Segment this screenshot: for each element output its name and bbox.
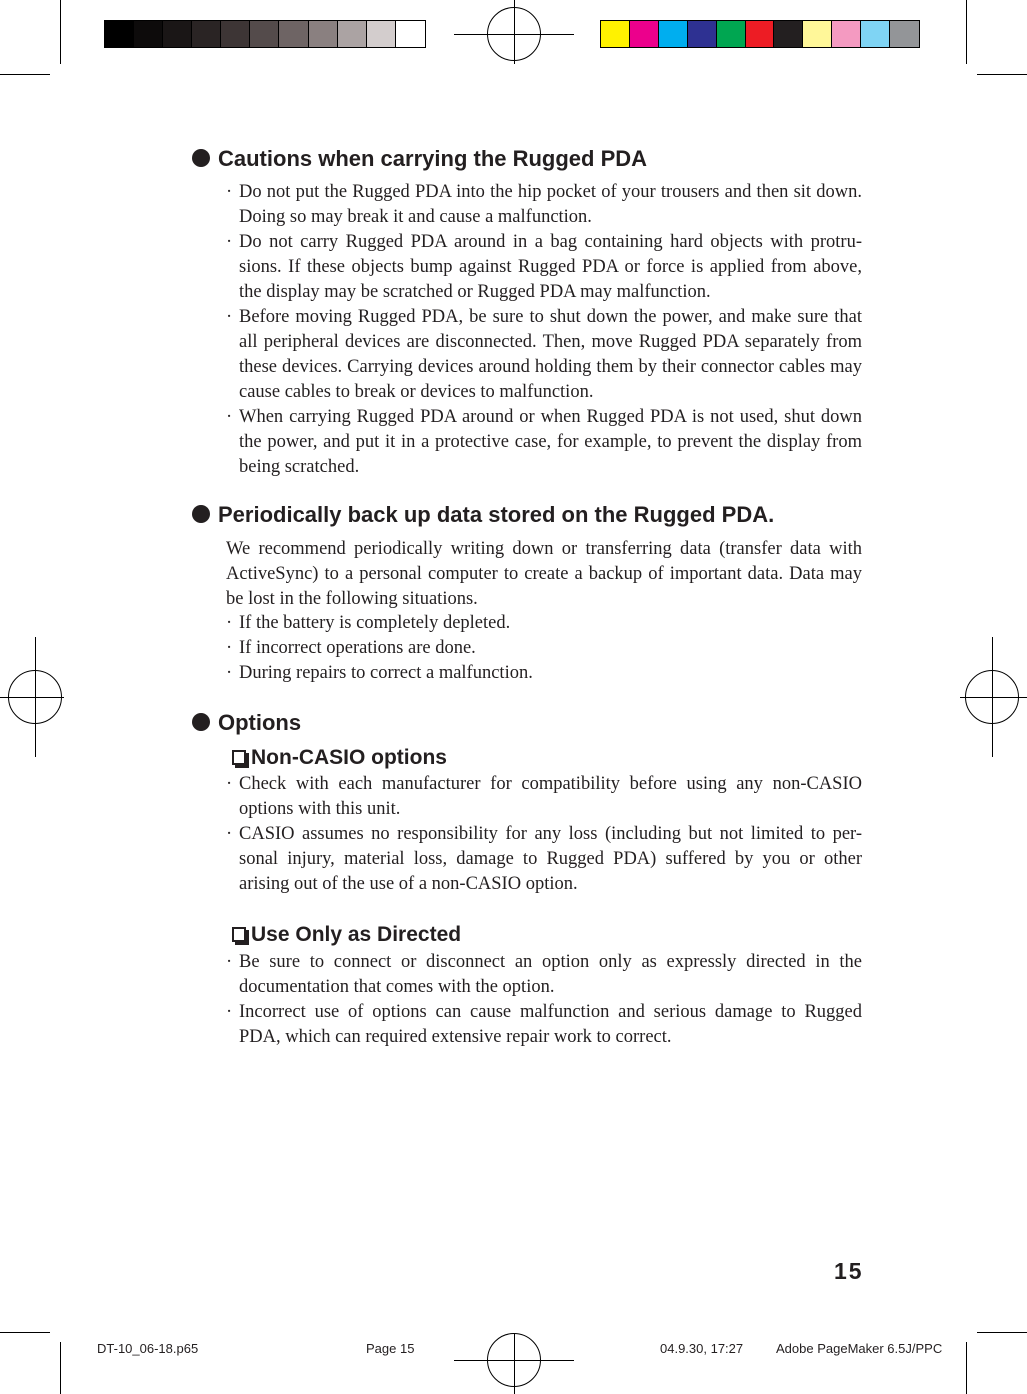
list-item: · Check with each manufacturer for compatibility before using any non-CASIO options with this unit. — [226, 774, 862, 819]
heading-backup: Periodically back up data stored on the Rugged PDA. — [192, 502, 774, 528]
color-patch — [688, 21, 717, 47]
color-patch — [746, 21, 775, 47]
gray-patch — [250, 21, 279, 47]
color-patch — [717, 21, 746, 47]
list-item: · Do not put the Rugged PDA into the hip pocket of your trousers and then sit down. Doing so may break it and cause a malfunction. — [226, 182, 862, 227]
gray-patch — [338, 21, 367, 47]
gray-patch — [134, 21, 163, 47]
list-item: · If the battery is completely depleted. — [226, 613, 511, 633]
color-patch — [659, 21, 688, 47]
heading-carrying-cautions: Cautions when carrying the Rugged PDA — [192, 146, 647, 172]
list-item: · Before moving Rugged PDA, be sure to shut down the power, and make sure that all peripheral devices are disconnected. Then, move Rugged PDA separately from these devices. Carrying devices around holding them by their connector cables may cause cables to break or devices to malfunction. — [226, 307, 862, 402]
list-item: · If incorrect operations are done. — [226, 638, 476, 658]
list-item: · When carrying Rugged PDA around or when Rugged PDA is not used, shut down the power, and put it in a protective case, for example, to prevent the display from being scratched. — [226, 407, 862, 477]
bullet-icon — [192, 149, 210, 167]
list-item: · During repairs to correct a malfunction. — [226, 663, 533, 683]
gray-patch — [396, 21, 425, 47]
footer-file: DT-10_06-18.p65 — [97, 1341, 199, 1356]
gray-patch — [192, 21, 221, 47]
gray-patch — [163, 21, 192, 47]
subheading-non-casio: Non-CASIO options — [232, 745, 447, 771]
color-patch — [890, 21, 919, 47]
list-item: · CASIO assumes no responsibility for any loss (including but not limited to per-sonal injury, material loss, damage to Rugged PDA) suffered by you or other arising out of the use of a non-CASIO option. — [226, 824, 862, 894]
list-item: · Be sure to connect or disconnect an option only as expressly directed in the documentation that comes with the option. — [226, 952, 862, 997]
list-item: · Do not carry Rugged PDA around in a bag containing hard objects with protru-sions. If these objects bump against Rugged PDA or force is applied from above, the display may be scratched or Rugged PDA may malfunction. — [226, 232, 862, 302]
color-patch — [630, 21, 659, 47]
footer-page: Page 15 — [366, 1341, 415, 1356]
color-patch — [803, 21, 832, 47]
gray-patch — [279, 21, 308, 47]
color-patch — [601, 21, 630, 47]
gray-patch — [367, 21, 396, 47]
bullet-icon — [192, 505, 210, 523]
bullet-icon — [192, 713, 210, 731]
heading-options: Options — [192, 710, 301, 736]
footer-datetime: 04.9.30, 17:27 — [660, 1341, 744, 1356]
color-patch — [832, 21, 861, 47]
footer-app: Adobe PageMaker 6.5J/PPC — [776, 1341, 943, 1356]
subheading-use-as-directed: Use Only as Directed — [232, 922, 461, 948]
list-item: · Incorrect use of options can cause malfunction and serious damage to Rugged PDA, which can required extensive repair work to correct. — [226, 1002, 862, 1047]
gray-patch — [309, 21, 338, 47]
gray-patch — [221, 21, 250, 47]
backup-intro: We recommend periodically writing down or transferring data (transfer data with ActiveSync) to a personal computer to create a backup of important data. Data may be lost in the following situations. — [226, 539, 862, 609]
color-patch — [774, 21, 803, 47]
checkbox-icon — [232, 927, 246, 942]
page-number: 15 — [834, 1258, 864, 1284]
gray-patch — [105, 21, 134, 47]
grayscale-bar — [104, 20, 426, 48]
color-bar — [600, 20, 920, 48]
checkbox-icon — [232, 750, 246, 765]
color-patch — [861, 21, 890, 47]
